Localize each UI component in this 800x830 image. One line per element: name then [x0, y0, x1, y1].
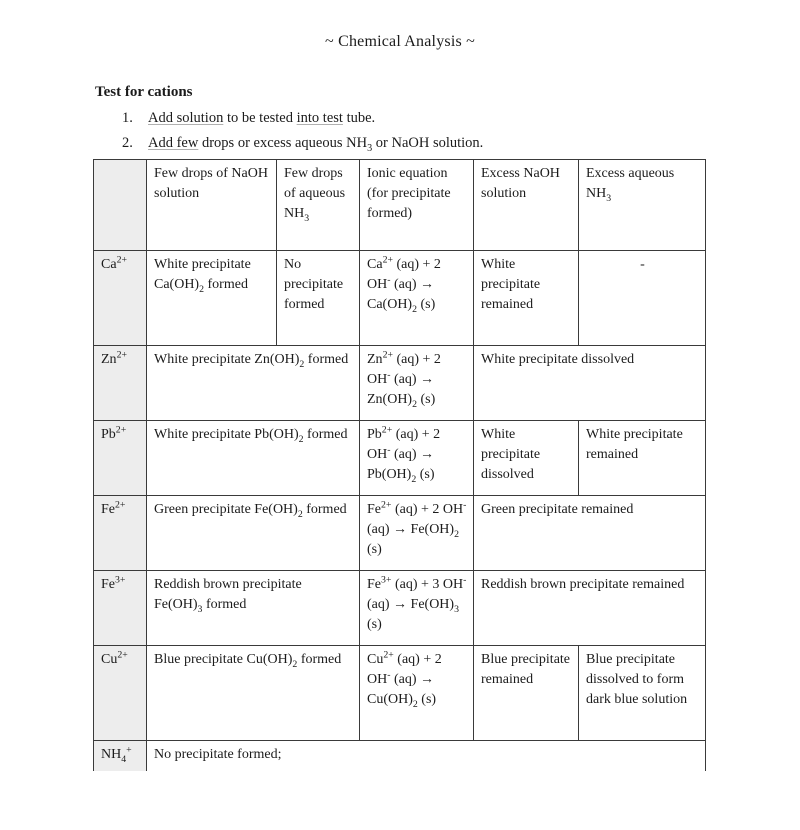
ion-cell: $NH_4^+$ [94, 741, 147, 771]
page-title: ~ Chemical Analysis ~ [325, 33, 475, 50]
result-cell: White precipitate remained [579, 421, 706, 496]
result-cell: White precipitate $Ca(OH)_2$ formed [147, 251, 277, 346]
result-cell: White precipitate remained [474, 251, 579, 346]
result-cell: $Zn^{2+}$ (aq) + 2 OH- $(aq) \to Zn(OH)_2$ (s) [360, 346, 474, 421]
table-row [94, 346, 706, 421]
result-cell: White precipitate dissolved [474, 346, 706, 421]
table-row [94, 251, 706, 346]
table-row [94, 741, 706, 771]
header-cell: Ionic equation (for precipitate formed) [360, 160, 474, 251]
ion-cell: $Fe^{2+}$ [94, 496, 147, 571]
result-cell: Blue precipitate remained [474, 646, 579, 741]
ion-cell: $Fe^{3+}$ [94, 571, 147, 646]
result-cell: Reddish brown precipitate $Fe(OH)_3$ formed [147, 571, 360, 646]
header-cell: Few drops of NaOH solution [147, 160, 277, 251]
result-cell: - [579, 251, 706, 346]
ion-cell: $Cu^{2+}$ [94, 646, 147, 741]
ion-cell: $Zn^{2+}$ [94, 346, 147, 421]
header-cell: Excess aqueous $NH_3$ [579, 160, 706, 251]
step-item-2 [122, 131, 800, 156]
step-item-1 [122, 106, 800, 131]
step-number: 1. [122, 110, 133, 126]
step-text: Add few drops or excess aqueous $NH_3$ or NaOH solution. [148, 135, 484, 154]
table-row [94, 646, 706, 741]
ion-cell: $Ca^{2+}$ [94, 251, 147, 346]
header-cell-ion [94, 160, 147, 251]
result-cell: White precipitate dissolved [474, 421, 579, 496]
result-cell: $Cu^{2+}$ (aq) + 2 OH- $(aq) \to Cu(OH)_2$ (s) [360, 646, 474, 741]
result-cell: Blue precipitate $Cu(OH)_2$ formed [147, 646, 360, 741]
ion-cell: $Pb^{2+}$ [94, 421, 147, 496]
header-cell: Few drops of aqueous $NH_3$ [277, 160, 360, 251]
table-head [94, 160, 706, 251]
section-heading: Test for cations [95, 84, 193, 100]
result-cell: White precipitate $Zn(OH)_2$ formed [147, 346, 360, 421]
result-cell: White precipitate $Pb(OH)_2$ formed [147, 421, 360, 496]
step-number: 2. [122, 135, 133, 151]
result-cell: $Pb^{2+}$ (aq) + 2 OH- $(aq) \to Pb(OH)_2$ (s) [360, 421, 474, 496]
result-cell: Green precipitate remained [474, 496, 706, 571]
table-row [94, 421, 706, 496]
result-cell: $Fe^{3+}$ (aq) + 3 OH- $(aq) \to Fe(OH)_3$ (s) [360, 571, 474, 646]
result-cell: Blue precipitate dissolved to form dark blue solution [579, 646, 706, 741]
result-cell: Reddish brown precipitate remained [474, 571, 706, 646]
result-cell: No precipitate formed; [147, 741, 706, 771]
table-row [94, 496, 706, 571]
result-cell: $Ca^{2+}$ (aq) + 2 OH- $(aq) \to Ca(OH)_2$ (s) [360, 251, 474, 346]
step-text: Add solution to be tested into test tube. [148, 110, 376, 126]
result-cell: $Fe^{2+}$ (aq) + 2 OH- $(aq) \to Fe(OH)_2$ (s) [360, 496, 474, 571]
table-row [94, 571, 706, 646]
result-cell: No precipitate formed [277, 251, 360, 346]
result-cell: Green precipitate $Fe(OH)_2$ formed [147, 496, 360, 571]
table-body [94, 251, 706, 771]
header-cell: Excess NaOH solution [474, 160, 579, 251]
cation-test-table [93, 159, 706, 771]
instruction-steps [122, 106, 800, 156]
